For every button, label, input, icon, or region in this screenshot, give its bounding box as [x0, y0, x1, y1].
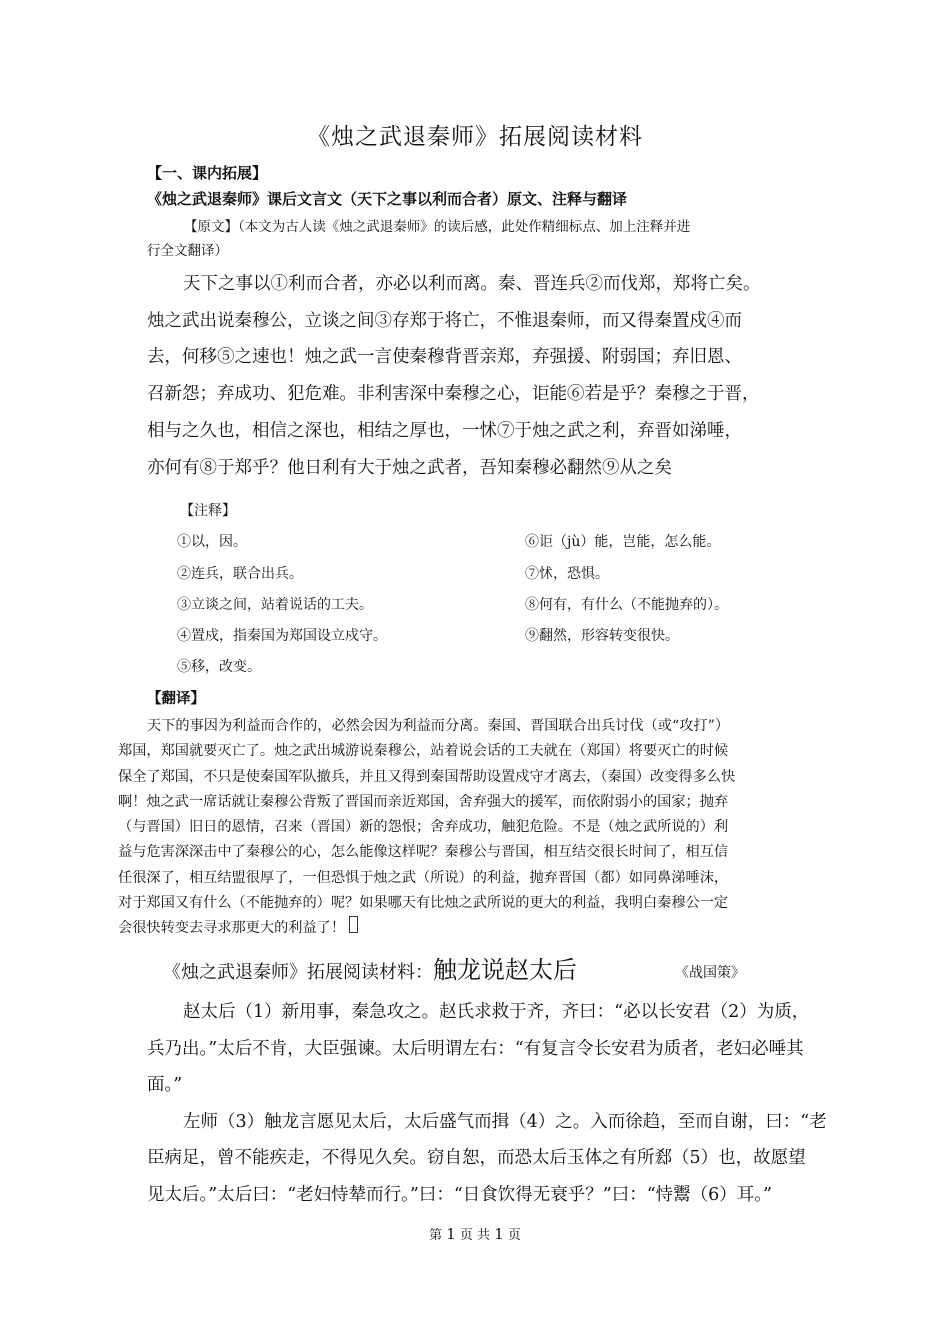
notes-label: 【注释】 — [180, 503, 236, 519]
original-line: 召新怨；弃成功、犯危难。非利害深中秦穆之心，讵能⑥若是乎？秦穆之于晋， — [147, 384, 760, 404]
story-line: 面。” — [147, 1075, 183, 1095]
translation-line: 天下的事因为利益而合作的，必然会因为利益而分离。秦国、晋国联合出兵讨伐（或“攻打”） — [147, 718, 730, 734]
story-line: 左师（3）触龙言愿见太后，太后盛气而揖（4）之。入而徐趋，至而自谢，曰：“老 — [183, 1112, 827, 1132]
note-item: ⑧何有，有什么（不能抛弃的）。 — [525, 597, 728, 613]
subtitle-main: 《烛之武退秦师》拓展阅读材料： — [163, 962, 433, 983]
footer-prefix: 第 — [429, 1228, 443, 1243]
footer-total-pages: 1 — [494, 1225, 504, 1243]
original-intro-continued: 行全文翻译） — [147, 243, 228, 259]
translation-line: （与晋国）旧日的恩情，召来（晋国）新的怨恨；舍弃成功，触犯危险。不是（烛之武所说的）利 — [118, 819, 729, 836]
story-line: 臣病足，曾不能疾走，不得见久矣。窃自恕，而恐太后玉体之有所郄（5）也，故愿望 — [147, 1148, 806, 1168]
subtitle — [163, 950, 577, 985]
original-intro-text: （本文为古人读《烛之武退秦师》的读后感，此处作精细标点、加上注释并进 — [238, 219, 691, 235]
note-item: ④置戍，指秦国为郑国设立戍守。 — [177, 628, 387, 644]
note-item: ①以，因。 — [177, 534, 247, 550]
original-label: 【原文】 — [184, 219, 238, 235]
page-title: 《烛之武退秦师》拓展阅读材料 — [307, 124, 643, 150]
note-item: ⑥讵（jù）能，岂能，怎么能。 — [525, 534, 721, 550]
translation-line: 任很深了，相互结盟很厚了，一但恐惧于烛之武（所说）的利益，抛弃晋国（都）如同鼻涕唾沫， — [118, 869, 729, 886]
subtitle-source: 《战国策》 — [675, 965, 745, 981]
story-line: 见太后。”太后曰：“老妇恃辇而行。”曰：“日食饮得无衰乎？”曰：“恃鬻（6）耳。” — [147, 1185, 773, 1205]
subtitle-story: 触龙说赵太后 — [433, 956, 577, 984]
translation-line: 保全了郑国，不只是使秦国军队撤兵，并且又得到秦国帮助设置戍守才离去，（秦国）改变得多么快 — [118, 768, 736, 785]
footer-page-number: 1 — [446, 1225, 456, 1243]
page-footer — [0, 1224, 950, 1243]
note-item: ③立谈之间，站着说话的工夫。 — [177, 597, 373, 613]
section-subheading: 《烛之武退秦师》课后文言文（天下之事以利而合者）原文、注释与翻译 — [147, 190, 628, 208]
note-item: ②连兵，联合出兵。 — [177, 566, 303, 582]
translation-line: 益与危害深深击中了秦穆公的心，怎么能像这样呢？秦穆公与晋国，相互结交很长时间了，相互信 — [118, 844, 729, 861]
original-line: 烛之武出说秦穆公，立谈之间③存郑于将亡，不惟退秦师，而又得秦置戍④而 — [147, 311, 742, 331]
note-item: ⑨翻然，形容转变很快。 — [525, 628, 679, 644]
footer-suffix: 页 — [507, 1228, 521, 1243]
note-item: ⑤移，改变。 — [177, 659, 261, 675]
footer-middle: 页 共 — [459, 1228, 491, 1243]
original-line: 天下之事以①利而合者，亦必以利而离。秦、晋连兵②而伐郑，郑将亡矣。 — [183, 274, 761, 294]
section-heading: 【一、课内拓展】 — [147, 164, 268, 182]
translation-text — [118, 714, 847, 942]
placeholder-box-icon — [349, 916, 358, 933]
original-intro — [184, 215, 690, 239]
translation-last-line — [118, 916, 847, 941]
note-item: ⑦怵，恐惧。 — [525, 566, 609, 582]
translation-line: 对于郑国又有什么（不能抛弃的）呢？如果哪天有比烛之武所说的更大的利益，我明白秦穆公一定 — [118, 895, 729, 912]
story-line: 兵乃出。”太后不肯，大臣强谏。太后明谓左右：“有复言令长安君为质者，老妇必唾其 — [147, 1039, 804, 1059]
translation-label: 【翻译】 — [147, 691, 205, 707]
original-line: 亦何有⑧于郑乎？他日利有大于烛之武者，吾知秦穆必翻然⑨从之矣 — [147, 458, 672, 478]
original-line: 相与之久也，相信之深也，相结之厚也，一怵⑦于烛之武之利，弃晋如涕唾， — [147, 421, 742, 441]
translation-line: 啊！烛之武一席话就让秦穆公背叛了晋国而亲近郑国，舍弃强大的援军，而依附弱小的国家；抛弃 — [118, 793, 729, 810]
original-line: 去，何移⑤之速也！烛之武一言使秦穆背晋亲郑，弃强援、附弱国；弃旧恩、 — [147, 347, 742, 367]
translation-line: 会很快转变去寻求那更大的利益了！ — [118, 920, 346, 937]
translation-line: 郑国，郑国就要灭亡了。烛之武出城游说秦穆公，站着说会话的工夫就在（郑国）将要灭亡的时候 — [118, 743, 729, 760]
story-line: 赵太后（1）新用事，秦急攻之。赵氏求救于齐，齐曰：“必以长安君（2）为质， — [183, 1002, 810, 1022]
